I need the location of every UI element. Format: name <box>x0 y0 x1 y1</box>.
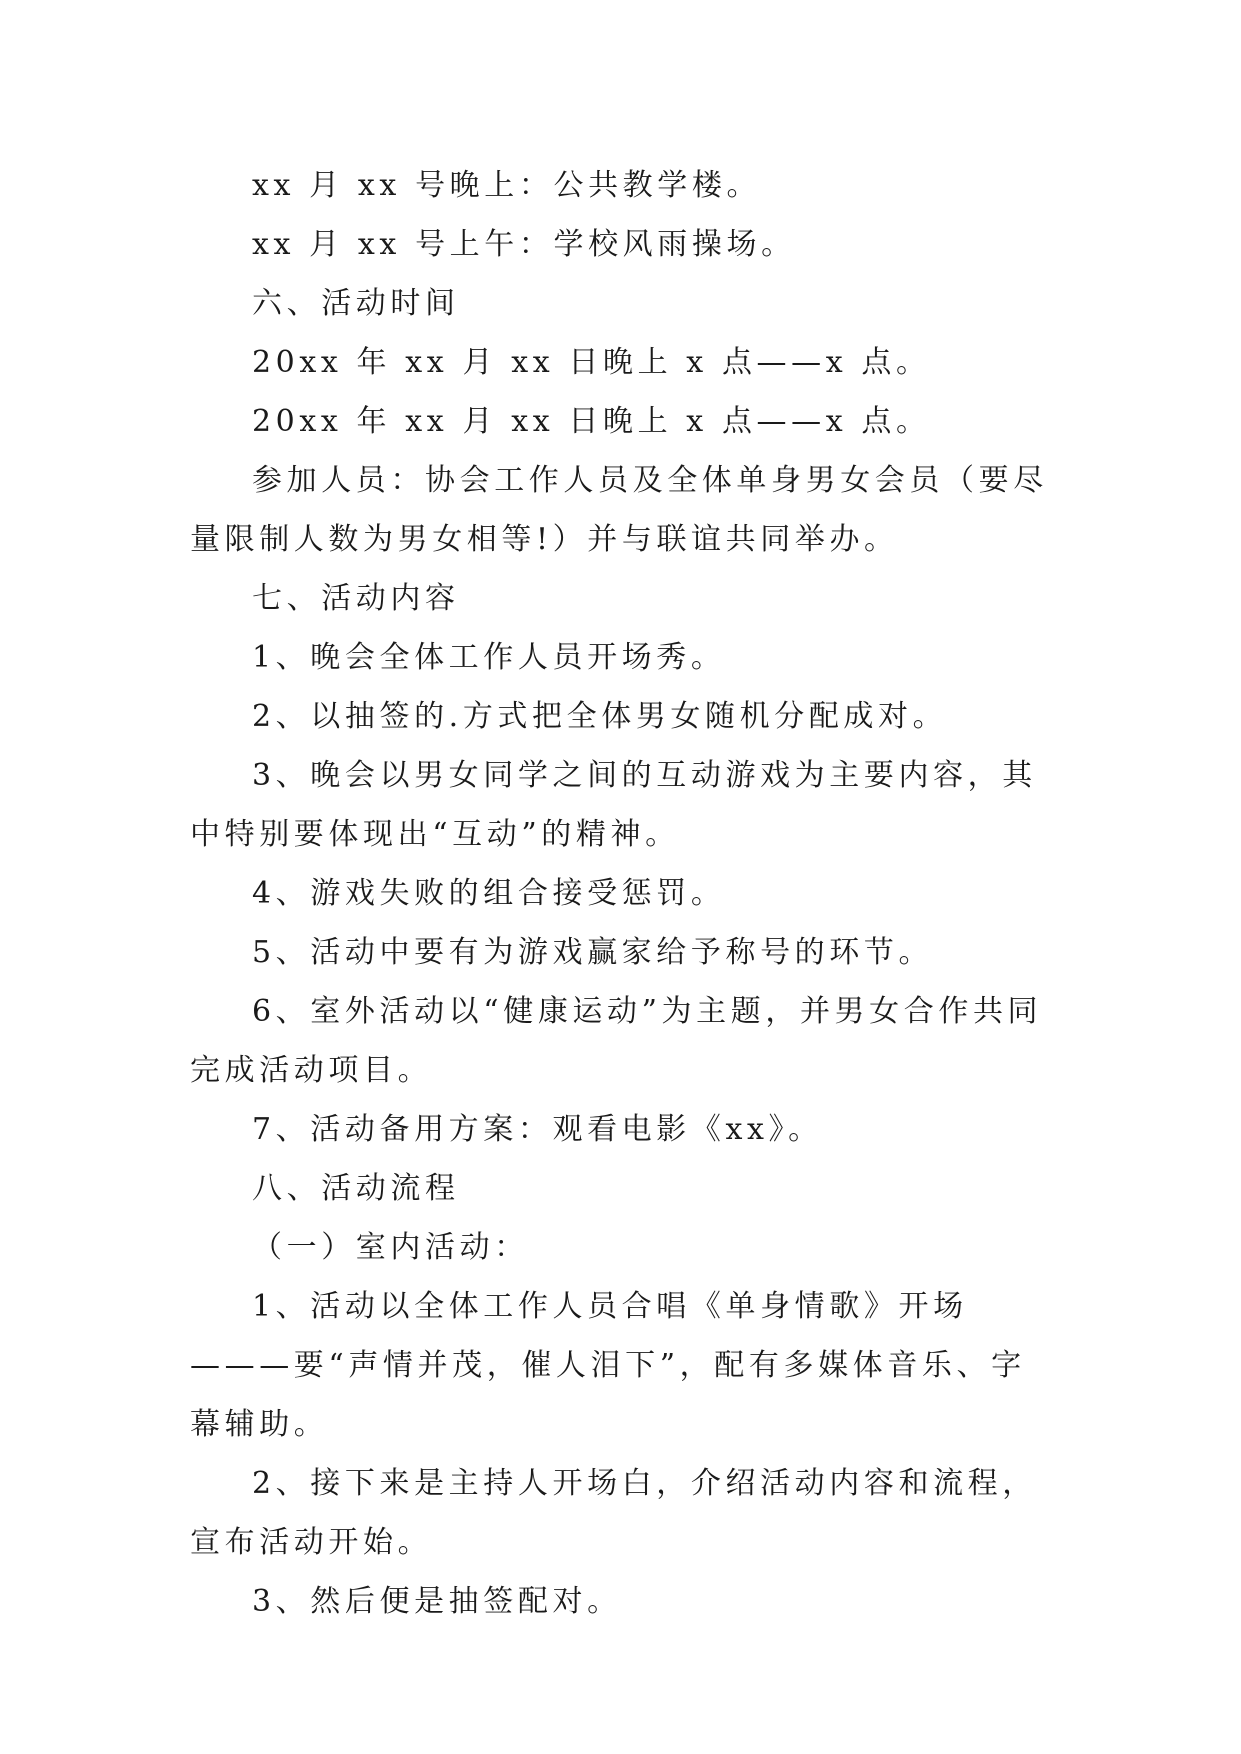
content-item-6: 6、室外活动以“健康运动”为主题，并男女合作共同完成活动项目。 <box>190 994 1043 1088</box>
location-morning: xx 月 xx 号上午：学校风雨操场。 <box>252 227 796 262</box>
process-item-2: 2、接下来是主持人开场白，介绍活动内容和流程，宣布活动开始。 <box>190 1466 1037 1560</box>
section-heading-content: 七、活动内容 <box>252 581 460 616</box>
process-item-3: 3、然后便是抽签配对。 <box>252 1584 622 1619</box>
location-evening: xx 月 xx 号晚上：公共教学楼。 <box>252 168 762 203</box>
process-item-1: 1、活动以全体工作人员合唱《单身情歌》开场———要“声情并茂，催人泪下”，配有多媒体音乐、字幕辅助。 <box>190 1289 1026 1442</box>
content-item-7: 7、活动备用方案：观看电影《xx》。 <box>252 1112 823 1147</box>
time-line-2: 20xx 年 xx 月 xx 日晚上 x 点——x 点。 <box>252 404 931 439</box>
section-heading-process: 八、活动流程 <box>252 1171 460 1206</box>
content-item-5: 5、活动中要有为游戏赢家给予称号的环节。 <box>252 935 934 970</box>
section-heading-time: 六、活动时间 <box>252 286 460 321</box>
content-item-4: 4、游戏失败的组合接受惩罚。 <box>252 876 726 911</box>
document-body <box>190 156 1052 1631</box>
subsection-heading-indoor: （一）室内活动： <box>252 1230 529 1265</box>
time-line-1: 20xx 年 xx 月 xx 日晚上 x 点——x 点。 <box>252 345 931 380</box>
participants-paragraph: 参加人员：协会工作人员及全体单身男女会员（要尽量限制人数为男女相等!）并与联谊共同举办。 <box>190 463 1048 557</box>
content-item-3: 3、晚会以男女同学之间的互动游戏为主要内容，其中特别要体现出“互动”的精神。 <box>190 758 1037 852</box>
content-item-1: 1、晚会全体工作人员开场秀。 <box>252 640 726 675</box>
content-item-2: 2、以抽签的.方式把全体男女随机分配成对。 <box>252 699 948 734</box>
